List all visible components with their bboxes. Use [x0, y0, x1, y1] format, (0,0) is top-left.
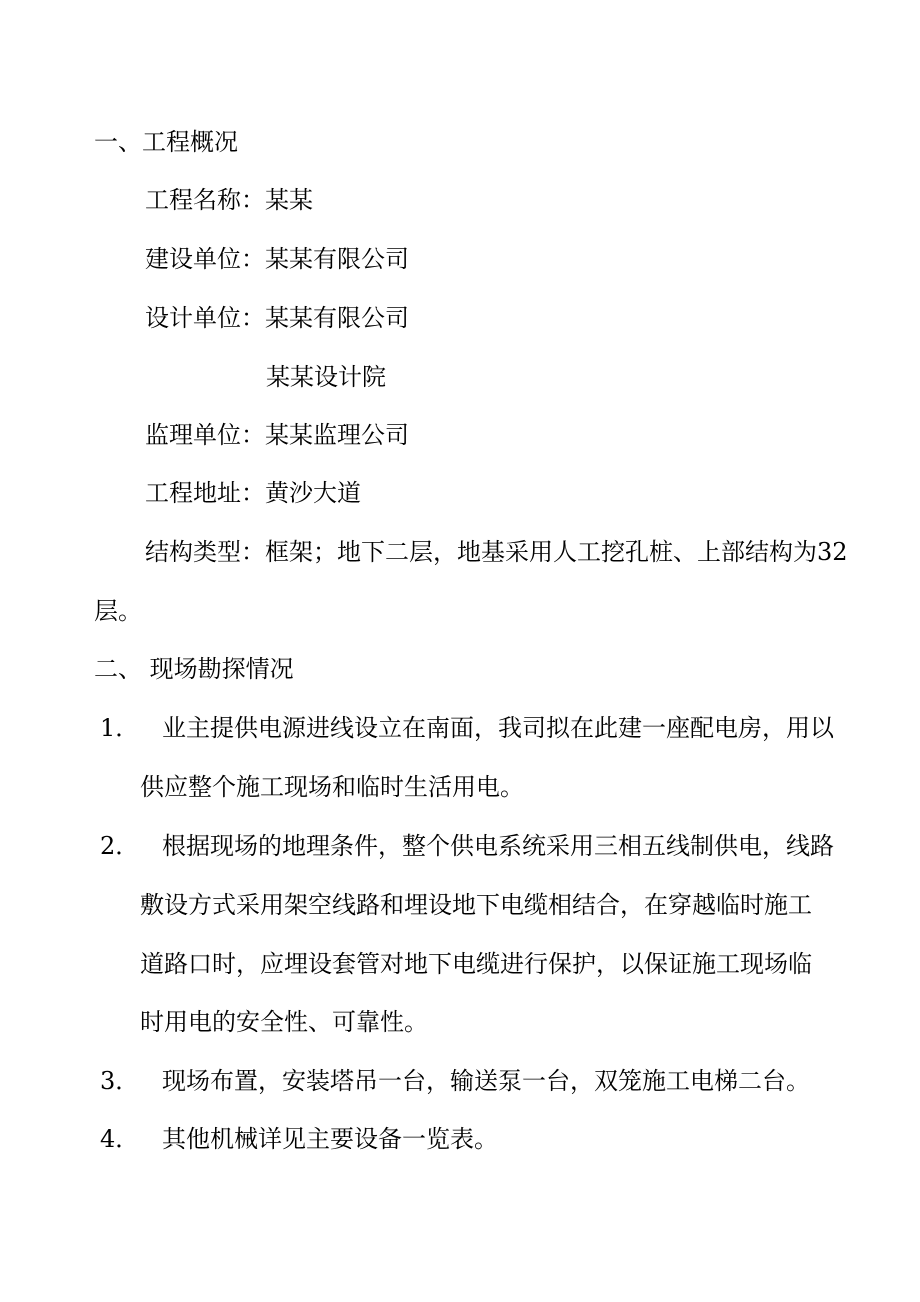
structure-line-1: 结构类型：框架；地下二层，地基采用人工挖孔桩、上部结构为32: [145, 538, 848, 566]
list-item-line: 根据现场的地理条件，整个供电系统采用三相五线制供电，线路: [162, 832, 834, 860]
list-item-number: 2．: [100, 832, 140, 860]
supervisor-line: 监理单位：某某监理公司: [145, 421, 409, 449]
address-line: 工程地址：黄沙大道: [145, 479, 361, 507]
section-1-heading: 一、工程概况: [94, 128, 238, 156]
project-name-line: 工程名称：某某: [145, 186, 313, 214]
list-item-line: 供应整个施工现场和临时生活用电。: [140, 773, 524, 801]
designer-line-2: 某某设计院: [266, 363, 386, 391]
list-item-line: 时用电的安全性、可靠性。: [140, 1008, 428, 1036]
list-item-number: 3．: [100, 1067, 140, 1095]
section-2-heading: 二、 现场勘探情况: [94, 655, 294, 683]
designer-line: 设计单位：某某有限公司: [145, 304, 409, 332]
list-item-number: 1．: [100, 714, 140, 742]
list-item-line: 现场布置，安装塔吊一台，输送泵一台，双笼施工电梯二台。: [162, 1067, 810, 1095]
structure-line-2: 层。: [94, 597, 142, 625]
list-item-line: 道路口时，应埋设套管对地下电缆进行保护，以保证施工现场临: [140, 950, 812, 978]
list-item-line: 敷设方式采用架空线路和埋设地下电缆相结合，在穿越临时施工: [140, 891, 812, 919]
list-item-line: 业主提供电源进线设立在南面，我司拟在此建一座配电房，用以: [162, 714, 834, 742]
builder-line: 建设单位：某某有限公司: [145, 245, 409, 273]
list-item-line: 其他机械详见主要设备一览表。: [162, 1125, 498, 1153]
list-item-number: 4．: [100, 1125, 140, 1153]
